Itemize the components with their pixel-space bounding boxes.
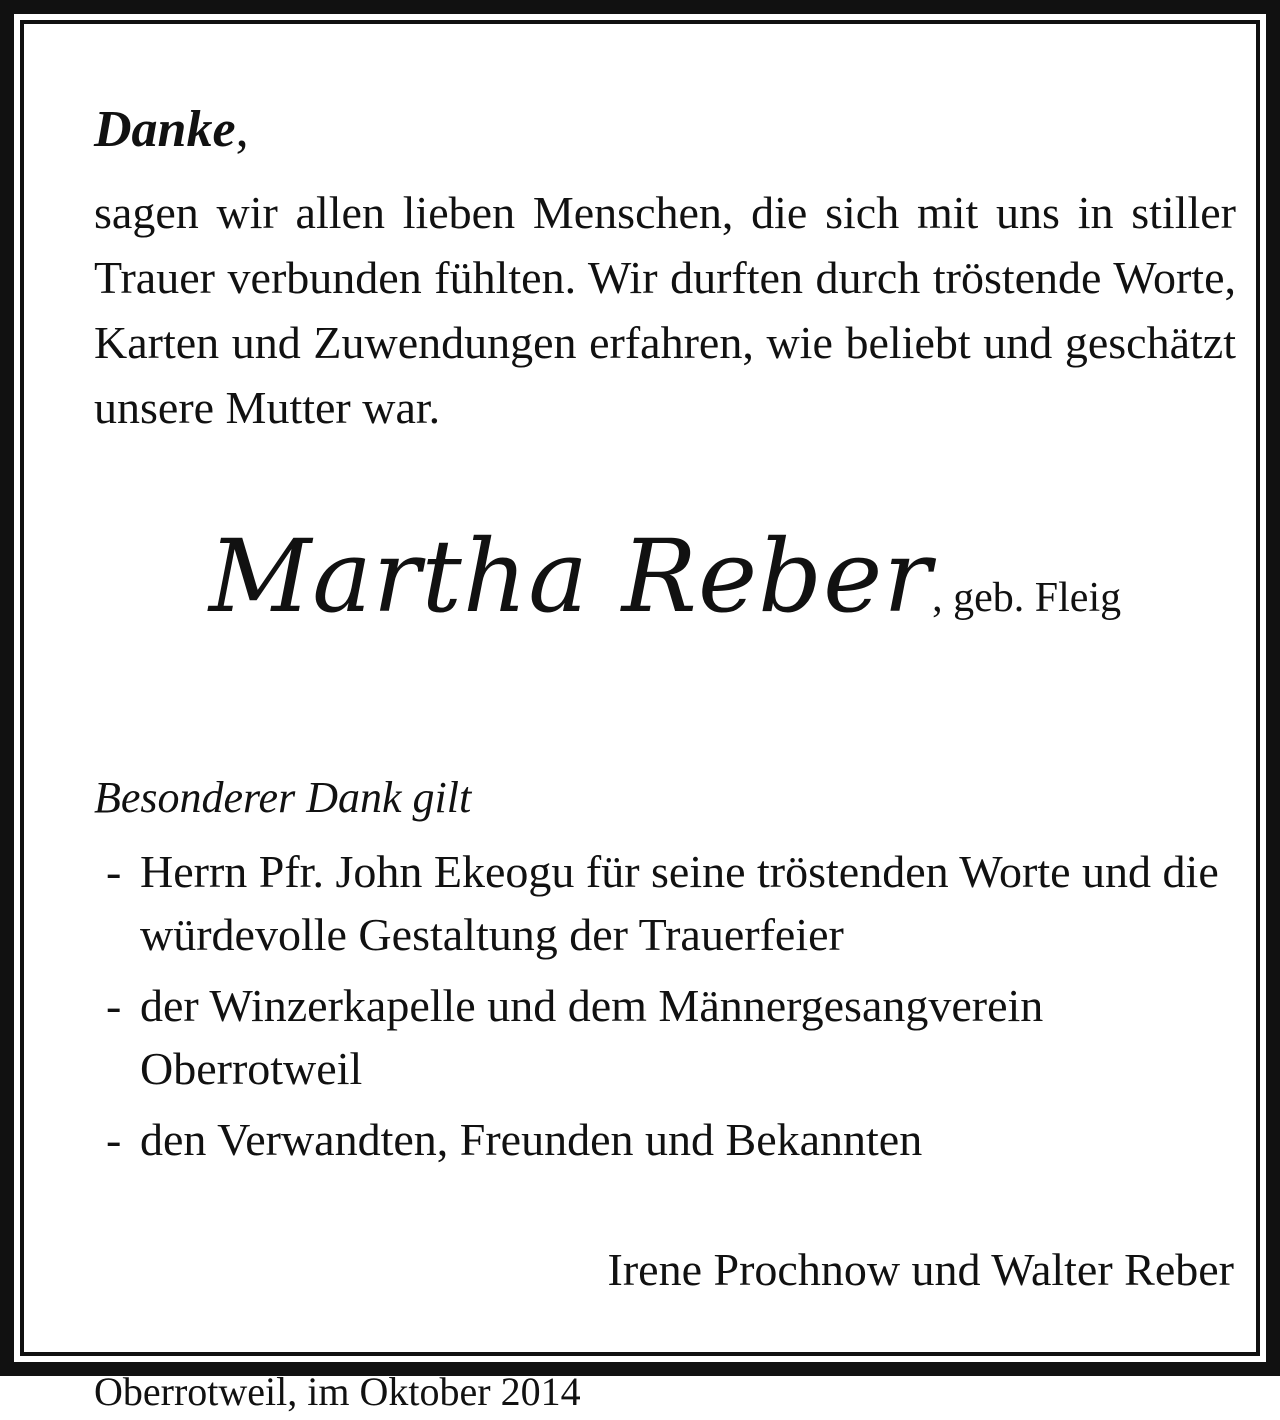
maiden-name: , geb. Fleig [932,575,1122,621]
list-dash: - [106,1114,122,1165]
list-item [106,1108,1236,1171]
special-thanks-list [106,840,1236,1179]
list-item [106,840,1236,966]
place-date: Oberrotweil, im Oktober 2014 [94,1369,581,1414]
list-item-text: den Verwandten, Freunden und Bekannten [140,1114,923,1165]
inner-border [20,20,1260,1414]
list-item-text: der Winzerkapelle und dem Männergesangverein Oberrotweil [140,980,1044,1094]
list-dash: - [106,980,122,1031]
list-item [106,974,1236,1100]
list-dash: - [106,846,122,897]
deceased-name-block [94,518,1236,635]
intro-paragraph: sagen wir allen lieben Menschen, die sich mit uns in stiller Trauer verbunden fühlten. Wir durften durch tröstende Worte, Karten und Zuwendungen erfahren, wie beliebt und geschätzt unsere Mutter war. [94,187,1236,433]
list-item-text: Herrn Pfr. John Ekeogu für seine tröstenden Worte und die würdevolle Gestaltung der Trauerfeier [140,846,1219,960]
greeting-word: Danke [94,101,236,158]
greeting-comma: , [235,101,249,158]
signers: Irene Prochnow und Walter Reber [607,1244,1234,1295]
deceased-name: Martha Reber [208,518,933,635]
greeting-line [94,98,1236,162]
notice-content [94,98,1236,1414]
special-thanks-heading: Besonderer Dank gilt [94,773,472,822]
